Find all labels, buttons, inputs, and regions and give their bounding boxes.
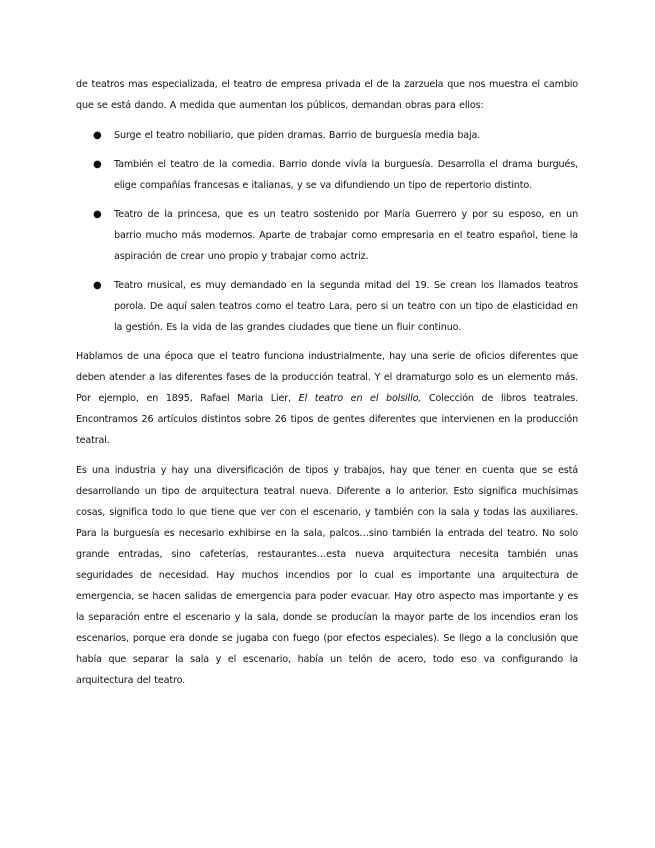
list-item [76, 204, 578, 267]
list-item-text: Teatro musical, es muy demandado en la segunda mitad del 19. Se crean los llamados teatros porola. De aquí salen teatros como el teatro Lara, pero si un teatro con un tipo de elasticidad en la gestión. Es la vida de las grandes ciudades que tiene un fluir continuo. [114, 280, 578, 333]
paragraph-text: Hablamos de una época que el teatro funciona industrialmente, hay una serie de oficios diferentes que deben atender a las diferentes fases de la producción teatral. Y el dramaturgo solo es un elemento más. Por ejemplo, en 1895, Rafael Maria Lier, [76, 351, 578, 404]
theatre-types-list [76, 125, 578, 338]
list-item-text: Surge el teatro nobiliario, que piden dramas. Barrio de burguesía media baja. [114, 130, 481, 141]
book-title: El teatro en el bolsillo, [298, 393, 422, 404]
intro-paragraph: de teatros mas especializada, el teatro de empresa privada el de la zarzuela que nos muestra el cambio que se está dando. A medida que aumentan los públicos, demandan obras para ellos: [76, 79, 578, 111]
industrial-theatre-paragraph [76, 346, 578, 451]
list-item [76, 125, 578, 146]
list-item-text: También el teatro de la comedia. Barrio donde vivía la burguesía. Desarrolla el drama burgués, elige compañías francesas e italianas, y se va difundiendo un tipo de repertorio distinto. [114, 159, 578, 191]
paragraph-text: Colección de libros teatrales. Encontramos 26 artículos distintos sobre 26 tipos de gentes diferentes que intervienen en la producción teatral. [76, 393, 578, 446]
bullet-icon: ● [93, 280, 102, 291]
bullet-icon: ● [93, 209, 102, 220]
list-item [76, 275, 578, 338]
list-item [76, 154, 578, 196]
document-page [76, 74, 578, 691]
bullet-icon: ● [93, 159, 102, 170]
list-item-text: Teatro de la princesa, que es un teatro sostenido por María Guerrero y por su esposo, en un barrio mucho más modernos. Aparte de trabajar como empresaria en el teatro español, tiene la aspiración de crear uno propio y trabajar como actriz. [114, 209, 578, 262]
bullet-icon: ● [93, 130, 102, 141]
architecture-paragraph: Es una industria y hay una diversificación de tipos y trabajos, hay que tener en cuenta que se está desarrollando un tipo de arquitectura teatral nueva. Diferente a lo anterior. Esto significa muchísimas cosas, significa todo lo que tiene que ver con el escenario, y también con la sala y todas las auxiliares. Para la burguesía es necesario exhibirse en la sala, palcos…sino también la entrada del teatro. No solo grande entradas, sino cafeterías, restaurantes…esta nueva arquitectura necesita también unas seguridades de necesidad. Hay muchos incendios por lo cual es importante una arquitectura de emergencia, se hacen salidas de emergencia para poder evacuar. Hay otro aspecto mas importante y es la separación entre el escenario y la sala, donde se producían la mayor parte de los incendios eran los escenarios, porque era donde se jugaba con fuego (por efectos especiales). Se llego a la conclusión que había que separar la sala y el escenario, había un telón de acero, todo eso va configurando la arquitectura del teatro. [76, 465, 578, 686]
